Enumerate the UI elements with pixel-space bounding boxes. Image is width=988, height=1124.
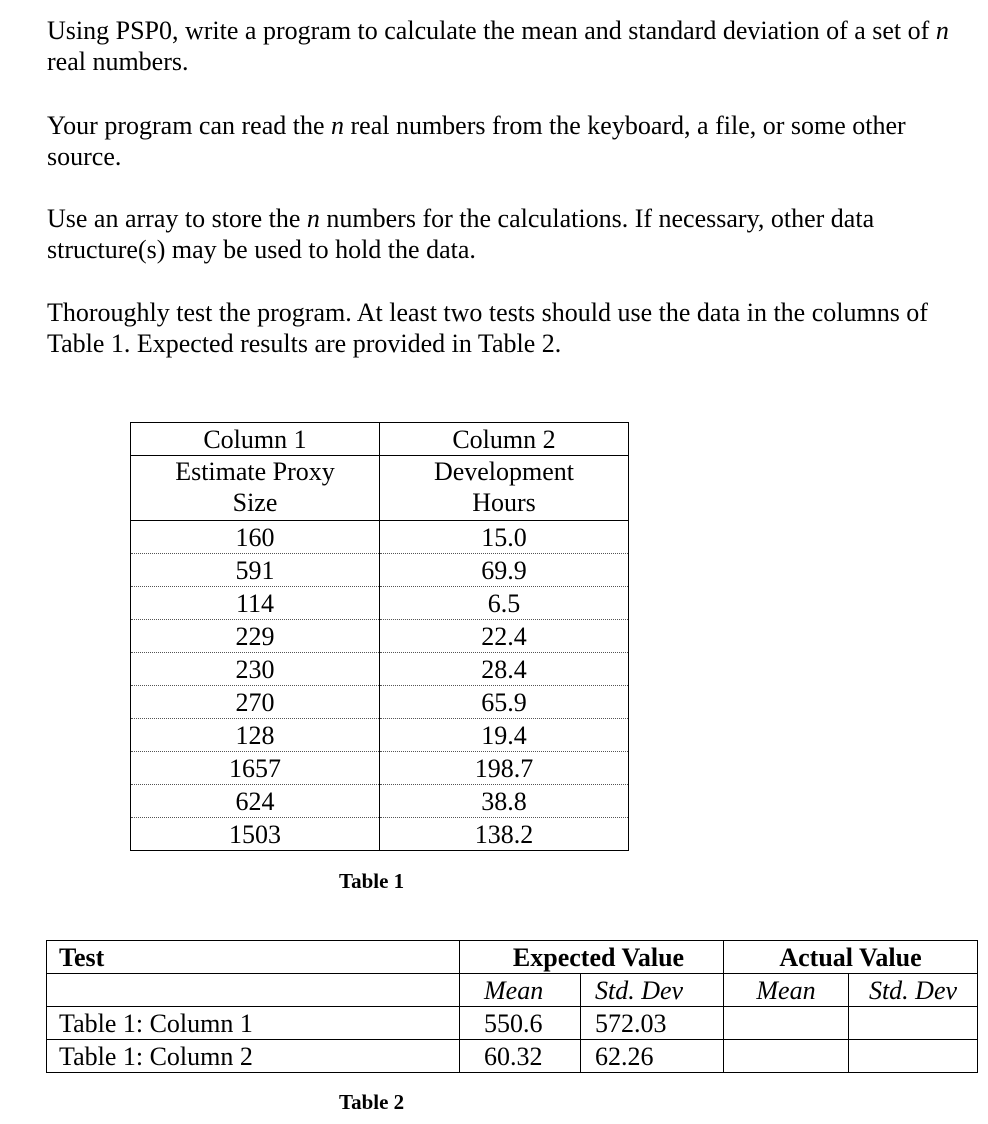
subheader-line: Hours: [472, 488, 536, 517]
actual-std-label: Std. Dev: [849, 974, 978, 1007]
cell: 6.5: [380, 587, 629, 620]
expected-std-label: Std. Dev: [581, 974, 724, 1007]
cell: 230: [131, 653, 380, 686]
var-n: n: [306, 204, 320, 233]
text: real numbers.: [47, 47, 189, 76]
expected-mean: 550.6: [474, 1007, 581, 1040]
cell: 198.7: [380, 752, 629, 785]
text: Your program can read the: [47, 111, 331, 140]
cell: 114: [131, 587, 380, 620]
actual-mean-label: Mean: [724, 974, 849, 1007]
spacer: [460, 1007, 475, 1040]
table1-caption: Table 1: [339, 869, 405, 893]
cell: 15.0: [380, 521, 629, 554]
cell: 69.9: [380, 554, 629, 587]
table-1: [130, 422, 629, 851]
cell: 28.4: [380, 653, 629, 686]
table-row: [131, 521, 629, 554]
paragraph-testing: Thoroughly test the program. At least two tests should use the data in the columns of Table 1. Expected results are provided in Table 2.: [47, 298, 928, 358]
cell: 270: [131, 686, 380, 719]
spacer: [460, 1040, 475, 1073]
cell: 65.9: [380, 686, 629, 719]
cell: 624: [131, 785, 380, 818]
actual-std: [849, 1040, 978, 1073]
cell: 38.8: [380, 785, 629, 818]
cell: 1503: [131, 818, 380, 851]
test-header: Test: [47, 941, 460, 974]
table-row: [131, 653, 629, 686]
actual-mean: [724, 1007, 849, 1040]
subheader-line: Size: [232, 488, 278, 517]
table1-col2-header: Column 2: [380, 423, 629, 456]
table1-col1-subheader: [131, 456, 380, 521]
expected-std: 62.26: [581, 1040, 724, 1073]
paragraph-input: [47, 110, 967, 172]
cell: 160: [131, 521, 380, 554]
actual-value-header: Actual Value: [724, 941, 978, 974]
expected-mean-label: Mean: [474, 974, 581, 1007]
table-row: [131, 719, 629, 752]
cell: 591: [131, 554, 380, 587]
table2-caption: Table 2: [339, 1090, 405, 1114]
expected-mean: 60.32: [484, 1041, 543, 1071]
text: numbers for the calculations. If necessary, other data structure(s) may be used to hold the data.: [47, 204, 875, 264]
table-row: [131, 785, 629, 818]
table-2: [46, 940, 978, 1073]
table-row: [131, 554, 629, 587]
var-n: n: [935, 16, 949, 45]
text: Use an array to store the: [47, 204, 307, 233]
paragraph-task: [47, 15, 967, 77]
table-row: [131, 587, 629, 620]
table-row: [131, 752, 629, 785]
cell: 138.2: [474, 819, 534, 849]
cell: 1657: [131, 752, 380, 785]
table-row: [131, 620, 629, 653]
var-n: n: [331, 111, 344, 140]
test-name: Table 1: Column 1: [47, 1007, 460, 1040]
spacer: [460, 941, 475, 974]
paragraph-array: [47, 203, 967, 265]
subheader-line: Estimate Proxy: [175, 457, 335, 486]
text: Using PSP0, write a program to calculate the mean and standard deviation of a set of: [47, 16, 936, 45]
table-row: [47, 1040, 978, 1073]
text: real numbers from the keyboard, a file, or some other source.: [47, 111, 906, 171]
table1-col2-subheader: [380, 456, 629, 521]
cell: 229: [131, 620, 380, 653]
table1-col1-header: Column 1: [131, 423, 380, 456]
expected-std: 572.03: [581, 1007, 724, 1040]
table-row: [131, 818, 629, 851]
subheader-line: Development: [433, 457, 575, 486]
cell: 22.4: [380, 620, 629, 653]
actual-std: [849, 1007, 978, 1040]
spacer: [460, 974, 475, 1007]
empty-cell: [47, 974, 460, 1007]
test-name: Table 1: Column 2: [59, 1041, 253, 1071]
actual-mean: [724, 1040, 849, 1073]
table-row: [131, 686, 629, 719]
cell: 128: [131, 719, 380, 752]
expected-value-header: Expected Value: [474, 941, 724, 974]
cell: 19.4: [380, 719, 629, 752]
table-row: [47, 1007, 978, 1040]
